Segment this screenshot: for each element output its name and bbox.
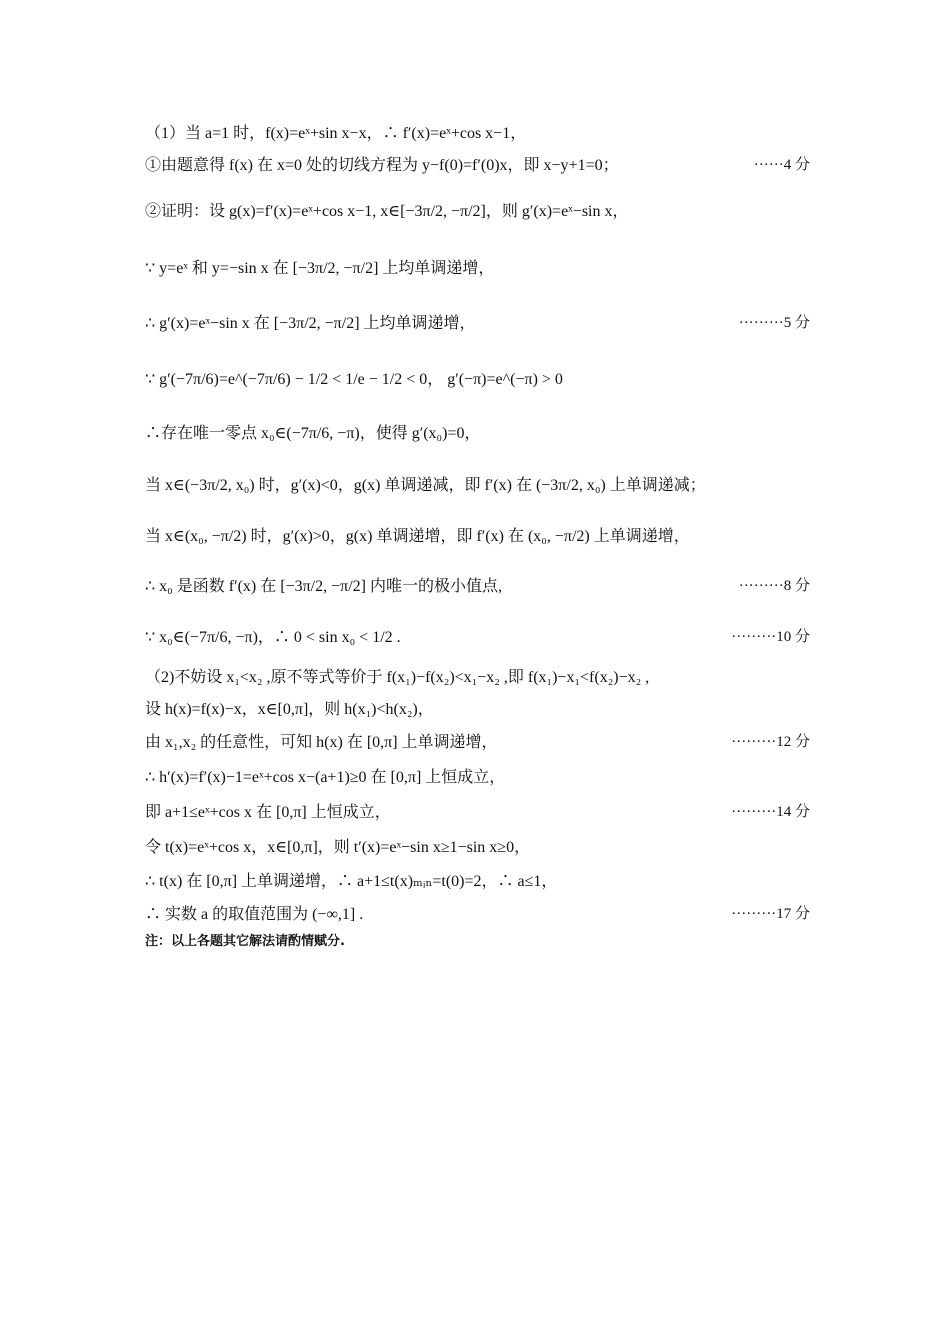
solution-line-15: ∴ h′(x)=f′(x)−1=eˣ+cos x−(a+1)≥0 在 [0,π] 上恒成立， [145, 769, 506, 786]
solution-line-4: ∵ y=eˣ 和 y=−sin x 在 [−3π/2, −π/2] 上均单调递增， [145, 260, 495, 277]
solution-line-2: ①由题意得 f(x) 在 x=0 处的切线方程为 y−f(0)=f′(0)x，即 x−y+1=0； ······4 分 [145, 152, 810, 175]
score-marker: ·········8 分 [738, 578, 810, 594]
solution-line-1: （1）当 a=1 时，f(x)=eˣ+sin x−x，∴ f′(x)=eˣ+cos x−1， [145, 125, 527, 142]
solution-line-14: 由 x₁,x₂ 的任意性，可知 h(x) 在 [0,π] 上单调递增， ·········12 分 [145, 729, 810, 752]
solution-line-13: 设 h(x)=f(x)−x，x∈[0,π]，则 h(x₁)<h(x₂)， [145, 701, 434, 718]
solution-line-7: ∴存在唯一零点 x₀∈(−7π/6, −π)，使得 g′(x₀)=0， [145, 425, 481, 442]
solution-line-18: ∴ t(x) 在 [0,π] 上单调递增，∴ a+1≤t(x)ₘᵢₙ=t(0)=2，∴ a≤1， [145, 873, 558, 890]
score-marker: ······4 分 [753, 157, 810, 173]
score-marker: ·········14 分 [731, 804, 810, 820]
solution-line-17: 令 t(x)=eˣ+cos x，x∈[0,π]，则 t′(x)=eˣ−sin x≥1−sin x≥0， [145, 839, 531, 856]
solution-line-3: ②证明：设 g(x)=f′(x)=eˣ+cos x−1, x∈[−3π/2, −π/2]，则 g′(x)=eˣ−sin x， [145, 203, 629, 220]
solution-line-11: ∵ x₀∈(−7π/6, −π)，∴ 0 < sin x₀ < 1/2 . ·········10 分 [145, 624, 810, 647]
solution-line-12: （2)不妨设 x₁<x₂ ,原不等式等价于 f(x₁)−f(x₂)<x₁−x₂ ,即 f(x₁)−x₁<f(x₂)−x₂ , [145, 669, 650, 686]
score-marker: ·········12 分 [731, 734, 810, 750]
solution-line-10: ∴ x₀ 是函数 f′(x) 在 [−3π/2, −π/2] 内唯一的极小值点, ·········8 分 [145, 573, 810, 596]
score-marker: ·········17 分 [731, 906, 810, 922]
score-marker: ·········10 分 [731, 629, 810, 645]
solution-line-9: 当 x∈(x₀, −π/2) 时，g′(x)>0，g(x) 单调递增，即 f′(x) 在 (x₀, −π/2) 上单调递增， [145, 528, 690, 545]
solution-line-19: ∴ 实数 a 的取值范围为 (−∞,1] . ·········17 分 [145, 901, 810, 924]
solution-line-8: 当 x∈(−3π/2, x₀) 时，g′(x)<0，g(x) 单调递减，即 f′(x) 在 (−3π/2, x₀) 上单调递减； [145, 477, 706, 494]
solution-line-6: ∵ g′(−7π/6)=e^(−7π/6) − 1/2 < 1/e − 1/2 < 0， g′(−π)=e^(−π) > 0 [145, 371, 563, 388]
solution-line-16: 即 a+1≤eˣ+cos x 在 [0,π] 上恒成立， ·········14 分 [145, 799, 810, 822]
solution-line-5: ∴ g′(x)=eˣ−sin x 在 [−3π/2, −π/2] 上均单调递增， ·········5 分 [145, 310, 810, 333]
score-marker: ·········5 分 [738, 315, 810, 331]
grading-note: 注：以上各题其它解法请酌情赋分. [145, 934, 345, 949]
